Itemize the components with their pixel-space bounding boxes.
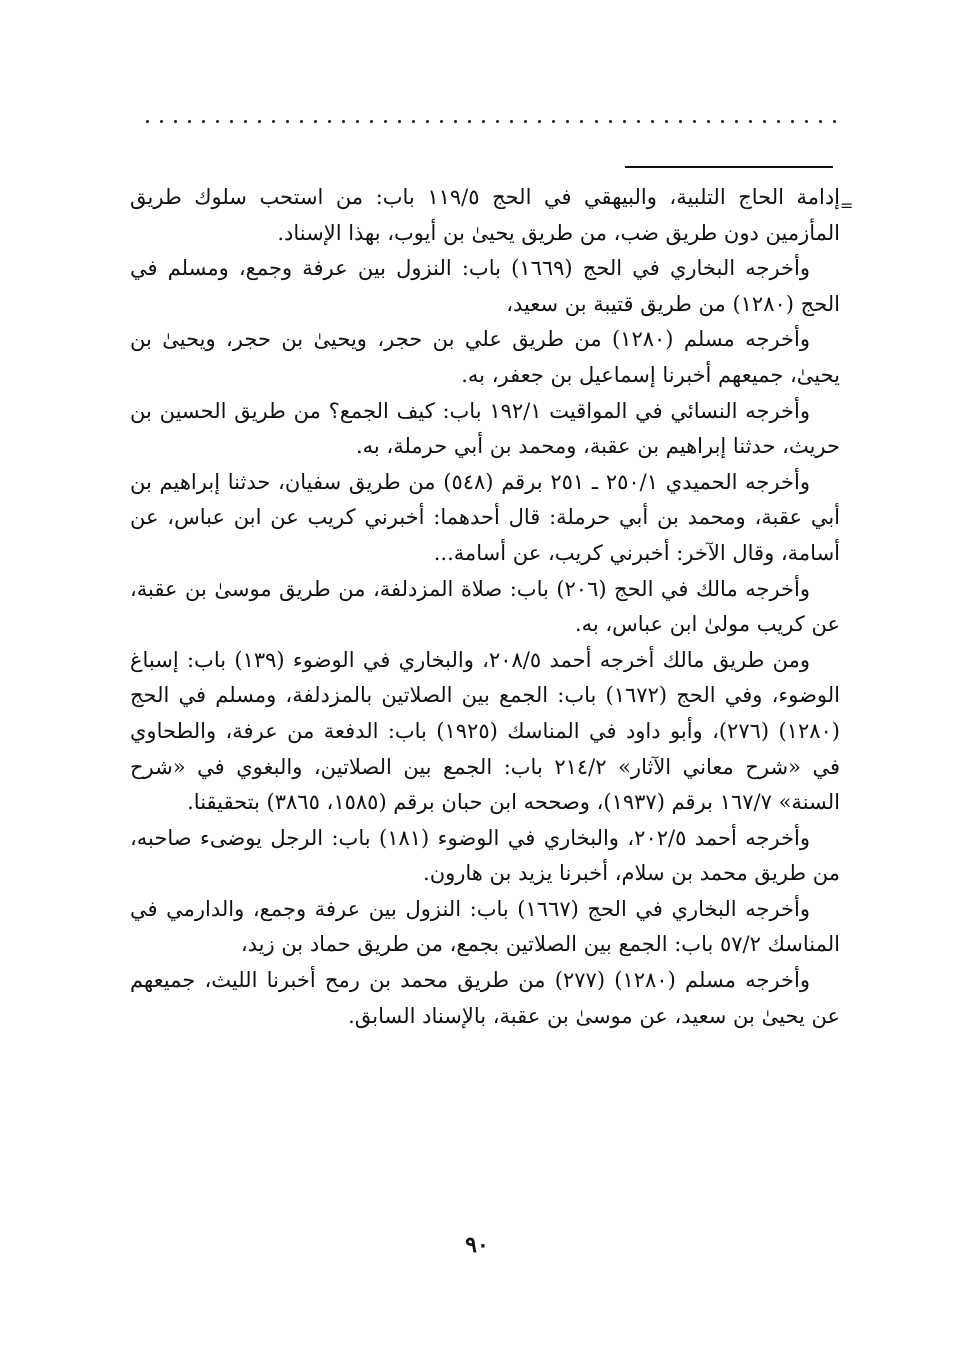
footnote-paragraph: وأخرجه أحمد ٢٠٢/٥، والبخاري في الوضوء (١٨١) باب: الرجل يوضىء صاحبه، من طريق محمد بن سلام، أخبرنا يزيد بن هارون. <box>130 825 840 886</box>
footnote-paragraph: وأخرجه النسائي في المواقيت ١٩٢/١ باب: كيف الجمع؟ من طريق الحسين بن حريث، حدثنا إبراهيم بن عقبة، ومحمد بن أبي حرملة، به. <box>130 398 840 459</box>
continuation-mark: = <box>840 196 854 215</box>
footnote-paragraph: وأخرجه الحميدي ٢٥٠/١ ـ ٢٥١ برقم (٥٤٨) من طريق سفيان، حدثنا إبراهيم بن أبي عقبة، ومحمد بن أبي حرملة: قال أحدهما: أخبرني كريب عن ابن عباس، عن أسامة، وقال الآخر: أخبرني كريب، عن أسامة... <box>130 469 840 565</box>
dotted-separator <box>146 120 836 128</box>
footnote-rule <box>625 166 833 168</box>
footnote-paragraph: وأخرجه مسلم (١٢٨٠) من طريق علي بن حجر، ويحيىٰ بن حجر، ويحيىٰ بن يحيىٰ، جميعهم أخبرنا إسماعيل بن جعفر، به. <box>130 327 840 387</box>
footnote-paragraph: وأخرجه البخاري في الحج (١٦٦٩) باب: النزول بين عرفة وجمع، ومسلم في الحج (١٢٨٠) من طريق قتيبة بن سعيد، <box>130 256 840 316</box>
footnote-text <box>130 180 840 1034</box>
footnote-paragraph: إدامة الحاج التلبية، والبيهقي في الحج ١١٩/٥ باب: من استحب سلوك طريق المأزمين دون طريق ضب، من طريق يحيىٰ بن أيوب، بهذا الإسناد. <box>130 185 840 245</box>
footnote-paragraph: ومن طريق مالك أخرجه أحمد ٢٠٨/٥، والبخاري في الوضوء (١٣٩) باب: إسباغ الوضوء، وفي الحج (١٦٧٢) باب: الجمع بين الصلاتين بالمزدلفة، ومسلم في الحج (١٢٨٠) (٢٧٦)، وأبو داود في المناسك (١٩٢٥) باب: الدفعة من عرفة، والطحاوي في «شرح معاني الآثار» ٢١٤/٢ باب: الجمع بين الصلاتين، والبغوي في «شرح السنة» ١٦٧/٧ برقم (١٩٣٧)، وصححه ابن حبان برقم (١٥٨٥، ٣٨٦٥) بتحقيقنا. <box>130 647 841 815</box>
page-number: ٩٠ <box>465 1232 489 1258</box>
footnote-paragraph: وأخرجه البخاري في الحج (١٦٦٧) باب: النزول بين عرفة وجمع، والدارمي في المناسك ٥٧/٢ باب: الجمع بين الصلاتين بجمع، من طريق حماد بن زيد، <box>130 896 840 957</box>
footnote-paragraph: وأخرجه مسلم (١٢٨٠) (٢٧٧) من طريق محمد بن رمح أخبرنا الليث، جميعهم عن يحيىٰ بن سعيد، عن موسىٰ بن عقبة، بالإسناد السابق. <box>130 968 840 1028</box>
footnote-paragraph: وأخرجه مالك في الحج (٢٠٦) باب: صلاة المزدلفة، من طريق موسىٰ بن عقبة، عن كريب مولىٰ ابن عباس، به. <box>130 576 840 637</box>
